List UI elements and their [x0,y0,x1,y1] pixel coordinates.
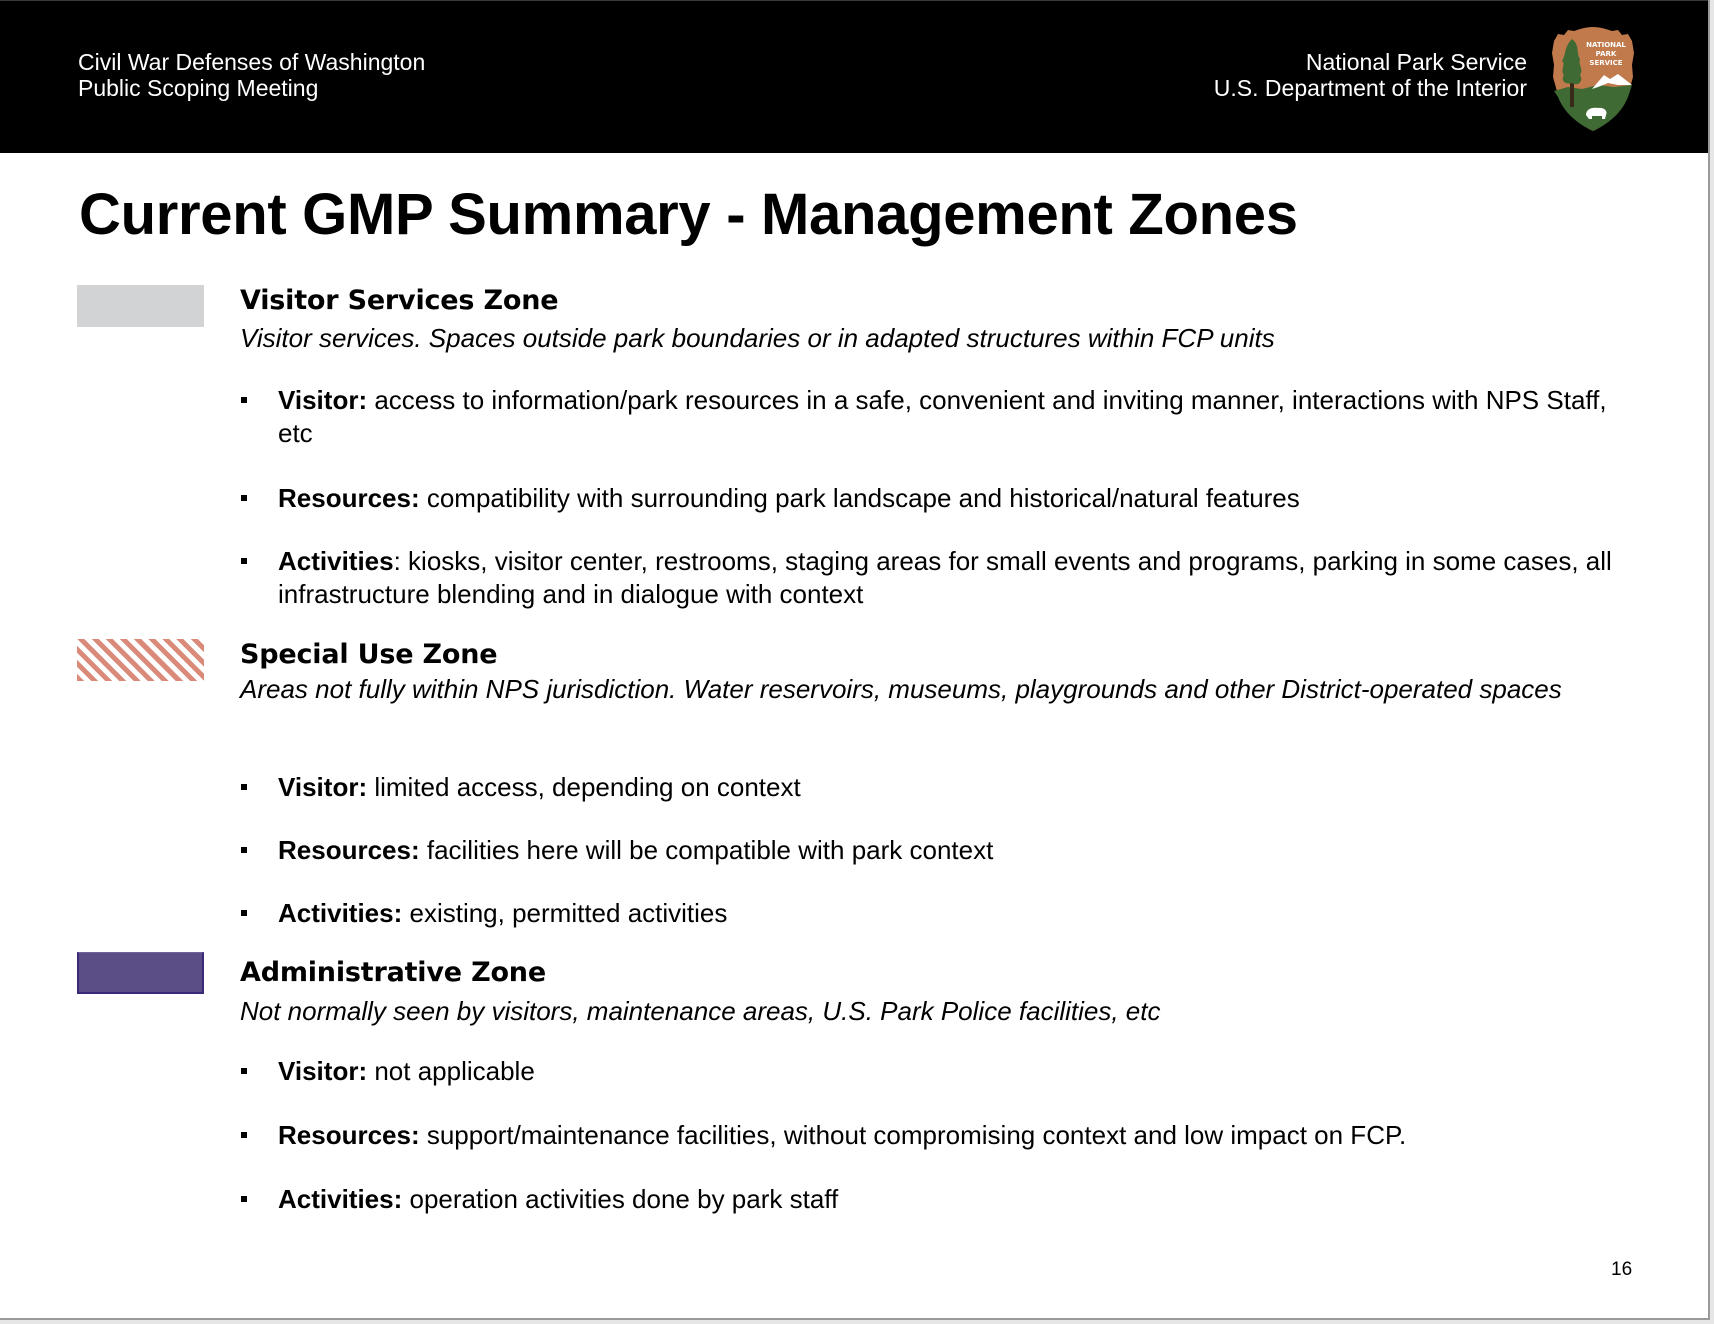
visitor-services-zone-swatch [77,285,204,327]
visitor-services-zone-description: Visitor services. Spaces outside park boundaries or in adapted structures within FCP units [240,323,1275,353]
list-item [241,1119,1621,1152]
nps-arrowhead-logo-icon [1548,25,1638,133]
bullet-label: Visitor: [278,385,368,415]
header-meeting-name: Public Scoping Meeting [78,75,319,101]
logo-text-national: NATIONAL [1586,41,1626,49]
bullet-marker-icon [241,495,247,501]
administrative-zone-description: Not normally seen by visitors, maintenance areas, U.S. Park Police facilities, etc [240,996,1161,1026]
list-item [241,834,1621,867]
bullet-label: Visitor: [278,772,368,802]
page-number: 16 [1611,1259,1633,1280]
list-item [241,482,1621,515]
bullet-label: Resources: [278,835,420,865]
bullet-text: existing, permitted activities [402,898,728,928]
bullet-text: limited access, depending on context [367,772,801,802]
bullet-marker-icon [241,1132,247,1138]
special-use-zone-description: Areas not fully within NPS jurisdiction. Water reservoirs, museums, playgrounds and other District-operated spaces [240,674,1562,704]
bullet-label: Activities [278,546,394,576]
bullet-text: compatibility with surrounding park landscape and historical/natural features [419,483,1300,513]
bullet-text: operation activities done by park staff [402,1184,839,1214]
header-project-name: Civil War Defenses of Washington [78,49,426,75]
bullet-marker-icon [241,397,247,403]
header-agency-name: National Park Service [1305,49,1527,75]
bullet-label: Resources: [278,1120,420,1150]
bullet-label: Visitor: [278,1056,368,1086]
bullet-marker-icon [241,910,247,916]
bullet-text: not applicable [367,1056,535,1086]
bullet-marker-icon [241,1196,247,1202]
list-item [241,384,1621,450]
bullet-label: Activities: [278,898,403,928]
bullet-label: Resources: [278,483,420,513]
header-department-name: U.S. Department of the Interior [1213,75,1527,101]
administrative-zone-swatch [77,952,204,994]
bullet-marker-icon [241,1068,247,1074]
bullet-text: access to information/park resources in a safe, convenient and inviting manner, interactions with NPS Staff, etc [278,385,1607,448]
list-item [241,897,1621,930]
logo-text-service: SERVICE [1589,59,1623,67]
bullet-marker-icon [241,847,247,853]
list-item [241,771,1621,804]
bullet-text: facilities here will be compatible with park context [419,835,994,865]
header-right-text [1214,49,1527,101]
special-use-zone-swatch [77,639,204,681]
header-bar [0,0,1708,153]
administrative-zone-heading: Administrative Zone [240,957,546,988]
visitor-services-zone-heading: Visitor Services Zone [240,285,559,316]
special-use-zone-heading: Special Use Zone [240,639,498,670]
bullet-text: : kiosks, visitor center, restrooms, staging areas for small events and programs, parking in some cases, all infrastructure blending and in dialogue with context [278,546,1612,609]
list-item [241,1055,1621,1088]
bullet-marker-icon [241,784,247,790]
logo-text-park: PARK [1595,50,1617,58]
header-left-text [78,49,425,101]
list-item [241,545,1621,611]
list-item [241,1183,1621,1216]
slide-title: Current GMP Summary - Management Zones [79,182,1298,247]
bullet-label: Activities: [278,1184,403,1214]
bullet-text: support/maintenance facilities, without compromising context and low impact on FCP. [419,1120,1407,1150]
bullet-marker-icon [241,558,247,564]
